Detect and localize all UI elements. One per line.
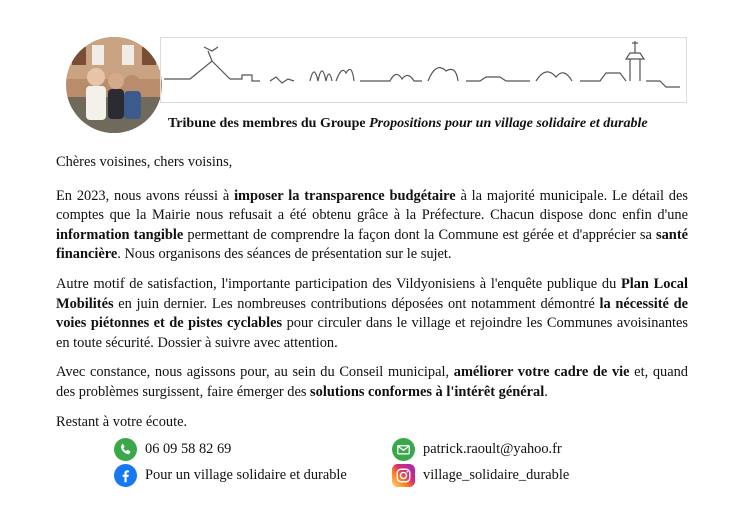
contact-email[interactable] [392, 438, 562, 461]
email-address: patrick.raoult@yahoo.fr [423, 441, 562, 457]
paragraph-council [56, 363, 688, 402]
text-segment: pour circuler dans le village et rejoindre les Communes avoisinantes en toute sécurité. Dossier à suivre avec attention. [56, 315, 688, 351]
bold-segment: Plan Local Mobilités [56, 275, 688, 312]
contact-instagram[interactable] [392, 464, 569, 487]
text-segment: . Nous organisons des séances de présentation sur le sujet. [117, 246, 452, 263]
phone-icon [114, 438, 137, 461]
instagram-handle: village_solidaire_durable [423, 467, 570, 483]
contact-phone[interactable] [114, 438, 231, 461]
group-photo [66, 37, 162, 133]
phone-number: 06 09 58 82 69 [145, 441, 232, 457]
bold-segment: santé financière [56, 226, 688, 263]
text-segment: En 2023, nous avons réussi à [56, 187, 235, 204]
text-segment: permettant de comprendre la façon dont la Commune est gérée et d'apprécier sa [183, 226, 657, 243]
email-icon [392, 438, 415, 461]
bold-segment: imposer la transparence budgétaire [234, 187, 456, 204]
text-segment: à la majorité municipale. Le détail des comptes que la Mairie nous refusait a été obtenu grâce à la Préfecture. Chacun dispose donc enfin d'une [56, 187, 688, 224]
contact-facebook[interactable] [114, 464, 347, 487]
text-segment: Autre motif de satisfaction, l'importante participation des Vildyonisiens à l'enquête publique du [56, 275, 621, 292]
text-segment: Avec constance, nous agissons pour, au sein du Conseil municipal, [56, 364, 454, 381]
text-segment: et, quand des problèmes surgissent, faire émerger des [56, 364, 688, 400]
facebook-icon [114, 464, 137, 487]
instagram-icon [392, 464, 415, 487]
bold-segment: information tangible [56, 226, 184, 243]
text-segment: . [544, 383, 548, 400]
village-sketch-banner [160, 37, 687, 103]
facebook-page-name: Pour un village solidaire et durable [145, 467, 347, 483]
text-segment: en juin dernier. Les nombreuses contributions déposées ont notamment démontré [113, 295, 600, 312]
group-name: Propositions pour un village solidaire et durable [369, 116, 648, 131]
bold-segment: améliorer votre cadre de vie [453, 364, 630, 381]
bold-segment: la nécessité de voies piétonnes et de pistes cyclables [56, 295, 688, 332]
greeting: Chères voisines, chers voisins, [56, 154, 233, 170]
paragraph-mobility [56, 275, 688, 353]
bold-segment: solutions conformes à l'intérêt général [310, 383, 545, 400]
subtitle [168, 116, 648, 132]
paragraph-budget [56, 187, 688, 265]
subtitle-prefix: Tribune des membres du Groupe [168, 116, 366, 131]
article-body [56, 153, 688, 442]
closing: Restant à votre écoute. [56, 413, 188, 430]
